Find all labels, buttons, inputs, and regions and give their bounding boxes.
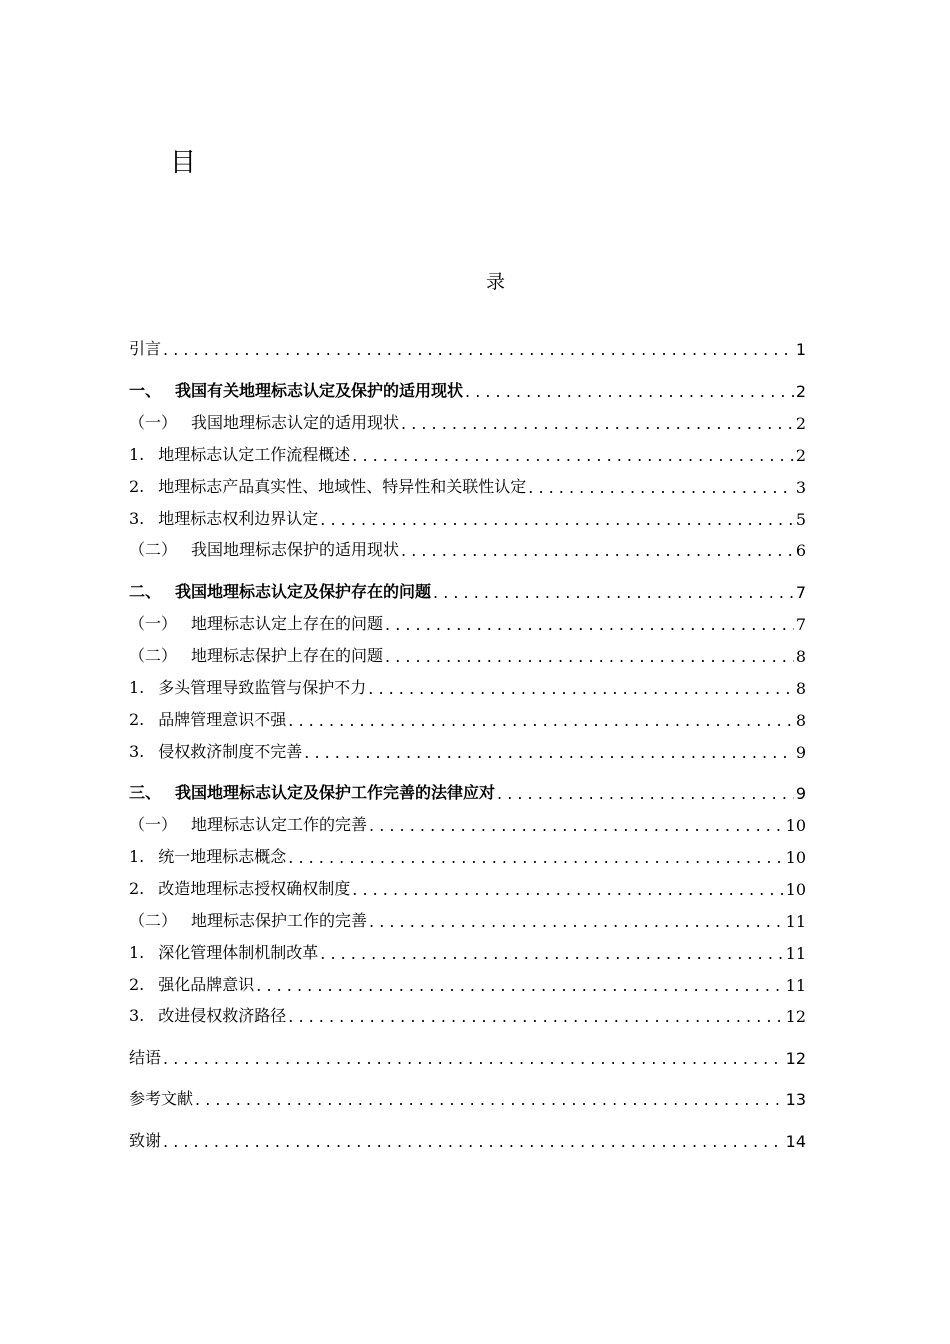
- toc-leader-dots: [288, 711, 794, 730]
- toc-entry-section-1-1-1[interactable]: [129, 441, 806, 465]
- toc-entry-label: 致谢: [129, 1131, 162, 1150]
- toc-entry-label: 一、 我国有关地理标志认定及保护的适用现状: [129, 381, 464, 400]
- toc-title-part2: 录: [486, 271, 506, 293]
- toc-entry-section-1-1-2[interactable]: [129, 473, 806, 497]
- toc-leader-dots: [195, 1090, 784, 1109]
- toc-entry-page: 14: [785, 1132, 806, 1151]
- toc-entry-page: 3: [795, 478, 806, 497]
- toc-entry-page: 2: [795, 382, 806, 401]
- toc-entry-page: 2: [795, 446, 806, 465]
- toc-entry-label: 参考文献: [129, 1089, 194, 1108]
- toc-entry-label: 二、 我国地理标志认定及保护存在的问题: [129, 582, 432, 601]
- toc-entry-page: 8: [795, 711, 806, 730]
- toc-entry-section-3-2-3[interactable]: [129, 1002, 806, 1026]
- toc-entry-page: 10: [785, 880, 806, 899]
- toc-entry-page: 5: [795, 510, 806, 529]
- toc-leader-dots: [163, 340, 794, 359]
- toc-entry-label: 2. 改造地理标志授权确权制度: [129, 879, 351, 898]
- toc-leader-dots: [385, 647, 794, 666]
- toc-leader-dots: [369, 912, 784, 931]
- toc-entry-label: （一） 我国地理标志认定的适用现状: [129, 413, 400, 432]
- toc-entry-section-2-1[interactable]: [129, 610, 806, 634]
- toc-entry-page: 9: [795, 743, 806, 762]
- toc-entry-label: 1. 多头管理导致监管与保护不力: [129, 678, 367, 697]
- toc-entry-label: 三、 我国地理标志认定及保护工作完善的法律应对: [129, 783, 496, 802]
- toc-entry-section-1-2[interactable]: [129, 536, 806, 560]
- toc-title-part1: 目: [170, 148, 197, 178]
- toc-entry-section-3-1-1[interactable]: [129, 843, 806, 867]
- toc-entry-references[interactable]: [129, 1085, 806, 1109]
- toc-entry-section-3-2-1[interactable]: [129, 939, 806, 963]
- toc-entry-introduction[interactable]: [129, 335, 806, 359]
- toc-entry-section-2-2-1[interactable]: [129, 674, 806, 698]
- toc-leader-dots: [385, 615, 794, 634]
- toc-leader-dots: [256, 976, 783, 995]
- toc-entry-section-2-2[interactable]: [129, 642, 806, 666]
- toc-entry-label: 1. 统一地理标志概念: [129, 847, 287, 866]
- toc-entry-label: （一） 地理标志认定工作的完善: [129, 815, 368, 834]
- toc-entry-section-2[interactable]: [129, 578, 806, 602]
- toc-entry-section-2-2-2[interactable]: [129, 706, 806, 730]
- toc-entry-page: 12: [785, 1049, 806, 1068]
- toc-entry-conclusion[interactable]: [129, 1044, 806, 1068]
- toc-leader-dots: [288, 848, 783, 867]
- toc-entry-page: 13: [785, 1090, 806, 1109]
- toc-leader-dots: [401, 541, 794, 560]
- toc-entry-label: 结语: [129, 1048, 162, 1067]
- toc-leader-dots: [433, 583, 794, 602]
- toc-entry-label: 1. 地理标志认定工作流程概述: [129, 445, 351, 464]
- toc-entry-section-1-1[interactable]: [129, 409, 806, 433]
- toc-entry-page: 8: [795, 679, 806, 698]
- toc-leader-dots: [401, 414, 794, 433]
- toc-leader-dots: [320, 510, 794, 529]
- toc-entry-label: 3. 地理标志权利边界认定: [129, 509, 319, 528]
- toc-leader-dots: [320, 944, 783, 963]
- toc-entry-label: （二） 地理标志保护上存在的问题: [129, 646, 384, 665]
- toc-leader-dots: [528, 478, 794, 497]
- toc-entry-page: 7: [795, 583, 806, 602]
- toc-leader-dots: [352, 880, 783, 899]
- toc-leader-dots: [163, 1049, 784, 1068]
- toc-leader-dots: [288, 1007, 783, 1026]
- toc-leader-dots: [304, 743, 794, 762]
- toc-entry-page: 10: [785, 848, 806, 867]
- toc-entry-section-3-2[interactable]: [129, 907, 806, 931]
- toc-entry-label: 引言: [129, 339, 162, 358]
- toc-entry-page: 2: [795, 414, 806, 433]
- toc-entry-section-3-1-2[interactable]: [129, 875, 806, 899]
- toc-entry-label: （二） 我国地理标志保护的适用现状: [129, 540, 400, 559]
- toc-entry-page: 11: [785, 976, 806, 995]
- toc-entry-section-1-1-3[interactable]: [129, 505, 806, 529]
- toc-entry-page: 10: [785, 816, 806, 835]
- toc-entry-section-3-1[interactable]: [129, 811, 806, 835]
- toc-entry-section-2-2-3[interactable]: [129, 738, 806, 762]
- toc-entry-page: 9: [795, 784, 806, 803]
- toc-entry-label: 1. 深化管理体制机制改革: [129, 943, 319, 962]
- toc-leader-dots: [497, 784, 794, 803]
- toc-entry-page: 11: [785, 912, 806, 931]
- toc-entry-acknowledgements[interactable]: [129, 1127, 806, 1151]
- toc-entry-page: 8: [795, 647, 806, 666]
- toc-leader-dots: [352, 446, 794, 465]
- toc-entry-section-1[interactable]: [129, 377, 806, 401]
- toc-entry-page: 7: [795, 615, 806, 634]
- toc-entry-section-3[interactable]: [129, 779, 806, 803]
- toc-entry-page: 6: [795, 541, 806, 560]
- toc-entry-label: 2. 品牌管理意识不强: [129, 710, 287, 729]
- toc-entry-page: 12: [785, 1007, 806, 1026]
- toc-entry-section-3-2-2[interactable]: [129, 971, 806, 995]
- toc-leader-dots: [465, 382, 794, 401]
- toc-entry-page: 11: [785, 944, 806, 963]
- toc-entry-label: （一） 地理标志认定上存在的问题: [129, 614, 384, 633]
- toc-entry-label: 3. 改进侵权救济路径: [129, 1006, 287, 1025]
- toc-entry-label: 2. 地理标志产品真实性、地域性、特异性和关联性认定: [129, 477, 527, 496]
- toc-entry-label: （二） 地理标志保护工作的完善: [129, 911, 368, 930]
- toc-leader-dots: [369, 816, 784, 835]
- toc-entry-label: 2. 强化品牌意识: [129, 975, 255, 994]
- toc-entry-label: 3. 侵权救济制度不完善: [129, 742, 303, 761]
- toc-leader-dots: [368, 679, 794, 698]
- toc-entry-page: 1: [795, 340, 806, 359]
- toc-leader-dots: [163, 1132, 784, 1151]
